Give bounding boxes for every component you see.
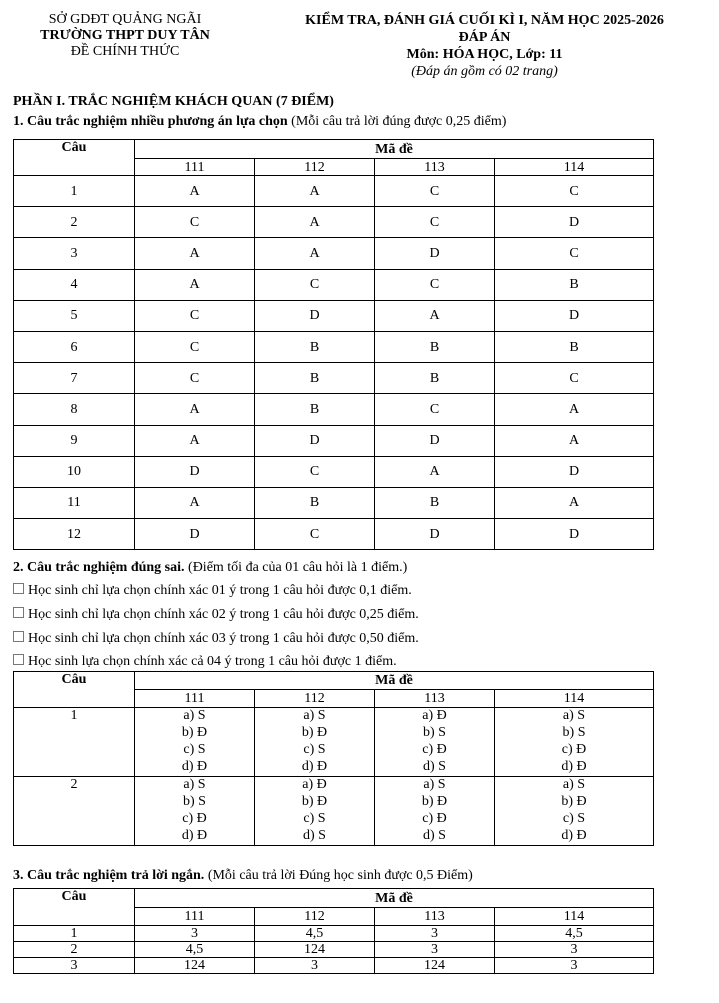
question-number: 2 [14, 942, 135, 958]
statement-answer: a) Đ [302, 777, 327, 792]
answer-cell: 124 [375, 958, 495, 974]
header-code: 114 [495, 159, 654, 176]
part1-title: PHẦN I. TRẮC NGHIỆM KHÁCH QUAN (7 ĐIỂM) [13, 94, 334, 109]
answer-cell: C [135, 363, 255, 394]
header-code: 112 [255, 908, 375, 926]
statement-answer: d) Đ [181, 828, 208, 843]
answer-cell [255, 708, 375, 777]
statement-answer: a) S [562, 708, 586, 723]
statement-answer: d) S [303, 828, 326, 843]
scoring-rule [13, 583, 412, 599]
header-cau: Câu [14, 672, 135, 708]
header-code: 111 [135, 159, 255, 176]
answer-cell: 4,5 [255, 926, 375, 942]
exam-header [250, 12, 719, 80]
statement-answer: a) Đ [422, 708, 447, 723]
answer-cell: 3 [495, 942, 654, 958]
answer-cell: A [495, 394, 654, 425]
header-cau: Câu [14, 889, 135, 926]
table-row [14, 394, 654, 425]
checkbox-icon [13, 583, 24, 594]
statement-answer: c) S [303, 742, 326, 757]
question-number: 4 [14, 269, 135, 300]
answer-cell: 3 [375, 926, 495, 942]
statement-answer: b) S [562, 725, 586, 740]
answer-cell: 4,5 [135, 942, 255, 958]
question-number: 10 [14, 456, 135, 487]
answer-cell: D [135, 456, 255, 487]
answer-cell: D [495, 456, 654, 487]
header-code: 114 [495, 908, 654, 926]
answer-cell [375, 708, 495, 777]
answer-cell: C [375, 207, 495, 238]
answer-cell: A [375, 300, 495, 331]
statement-answer: b) Đ [181, 725, 208, 740]
answer-cell [255, 777, 375, 846]
scoring-rule [13, 607, 419, 623]
section2-title-bold: 2. Câu trắc nghiệm đúng sai. [13, 560, 185, 575]
answer-cell: D [495, 300, 654, 331]
answer-cell: D [375, 425, 495, 456]
answer-cell: D [375, 519, 495, 550]
statement-answer: b) Đ [301, 794, 328, 809]
official-label: ĐỀ CHÍNH THỨC [70, 44, 180, 59]
school-header [0, 12, 250, 60]
answer-cell [495, 708, 654, 777]
section3-title-note: (Mỗi câu trả lời Đúng học sinh được 0,5 Điểm) [204, 868, 473, 883]
header-code: 113 [375, 908, 495, 926]
statement-answer: a) S [303, 708, 326, 723]
answer-cell: D [375, 238, 495, 269]
statement-answer: c) S [303, 811, 326, 826]
checkbox-icon [13, 607, 24, 618]
answer-cell: A [135, 176, 255, 207]
table-row [14, 708, 654, 777]
statement-answer: c) Đ [422, 742, 447, 757]
answer-cell: B [255, 363, 375, 394]
answer-cell: C [255, 519, 375, 550]
exam-title: KIỂM TRA, ĐÁNH GIÁ CUỐI KÌ I, NĂM HỌC 2025-2026 [305, 13, 664, 28]
statement-answer: b) Đ [301, 725, 328, 740]
answer-cell: A [135, 394, 255, 425]
statement-answer: a) S [562, 777, 586, 792]
answer-cell [375, 777, 495, 846]
statement-answer: b) S [423, 725, 446, 740]
answer-cell: B [495, 331, 654, 362]
answer-cell: 124 [255, 942, 375, 958]
statement-answer: c) S [562, 811, 586, 826]
answer-cell: C [135, 207, 255, 238]
answer-cell: C [495, 238, 654, 269]
answer-cell: A [255, 238, 375, 269]
section1-title-bold: 1. Câu trắc nghiệm nhiều phương án lựa chọn [13, 114, 288, 129]
school-name: TRƯỜNG THPT DUY TÂN [40, 28, 210, 43]
statement-answer: c) Đ [182, 811, 207, 826]
answer-cell: B [255, 487, 375, 518]
answer-cell: C [375, 176, 495, 207]
section1-title-note: (Mỗi câu trả lời đúng được 0,25 điểm) [287, 114, 507, 129]
question-number: 3 [14, 238, 135, 269]
question-number: 1 [14, 926, 135, 942]
scoring-rule-text: Học sinh chỉ lựa chọn chính xác 02 ý trong 1 câu hỏi được 0,25 điểm. [28, 607, 419, 622]
question-number: 1 [14, 176, 135, 207]
table-row [14, 519, 654, 550]
answer-cell: B [495, 269, 654, 300]
statement-answer: a) S [183, 708, 206, 723]
answer-cell: A [135, 269, 255, 300]
table-row [14, 456, 654, 487]
question-number: 2 [14, 777, 135, 846]
header-code: 111 [135, 908, 255, 926]
answer-cell: C [495, 176, 654, 207]
answer-cell: 3 [495, 958, 654, 974]
answer-cell: D [135, 519, 255, 550]
answer-cell: 3 [255, 958, 375, 974]
section1-title [13, 114, 506, 130]
table-row [14, 300, 654, 331]
answer-cell: C [135, 331, 255, 362]
answer-cell: C [375, 394, 495, 425]
header-code: 112 [255, 159, 375, 176]
answer-cell: D [495, 519, 654, 550]
statement-answer: b) Đ [421, 794, 448, 809]
table-row [14, 425, 654, 456]
answer-cell: B [375, 331, 495, 362]
statement-answer: b) S [183, 794, 206, 809]
section2-title-note: (Điểm tối đa của 01 câu hỏi là 1 điểm.) [184, 560, 408, 575]
statement-answer: d) Đ [561, 759, 587, 774]
answer-cell: A [495, 487, 654, 518]
statement-answer: a) S [183, 777, 206, 792]
header-code: 114 [495, 690, 654, 708]
table-row [14, 487, 654, 518]
header-ma-de: Mã đề [135, 140, 654, 159]
statement-answer: a) S [423, 777, 446, 792]
answer-cell: A [135, 425, 255, 456]
question-number: 1 [14, 708, 135, 777]
answer-cell: B [375, 363, 495, 394]
answer-cell: 4,5 [495, 926, 654, 942]
scoring-rule [13, 654, 397, 670]
short-answer-table [13, 888, 654, 974]
answer-cell: A [255, 207, 375, 238]
answer-cell: A [135, 238, 255, 269]
statement-answer: c) S [183, 742, 206, 757]
header-cau: Câu [14, 140, 135, 176]
answer-cell: D [495, 207, 654, 238]
answer-cell: C [255, 269, 375, 300]
question-number: 12 [14, 519, 135, 550]
table-row [14, 958, 654, 974]
checkbox-icon [13, 654, 24, 665]
header-code: 113 [375, 690, 495, 708]
scoring-rule-text: Học sinh chỉ lựa chọn chính xác 03 ý trong 1 câu hỏi được 0,50 điểm. [28, 631, 419, 646]
answer-key-title: ĐÁP ÁN [458, 30, 511, 45]
question-number: 6 [14, 331, 135, 362]
scoring-rule [13, 631, 419, 647]
answer-cell [135, 777, 255, 846]
answer-cell: 3 [135, 926, 255, 942]
answer-cell: B [255, 394, 375, 425]
multiple-choice-table [13, 139, 654, 550]
department-name: SỞ GDĐT QUẢNG NGÃI [48, 12, 202, 27]
answer-cell: C [375, 269, 495, 300]
section3-title [13, 868, 473, 884]
statement-answer: d) S [423, 759, 446, 774]
answer-cell: B [375, 487, 495, 518]
statement-answer: d) Đ [561, 828, 587, 843]
table-row [14, 269, 654, 300]
page-count-note: (Đáp án gồm có 02 trang) [411, 64, 558, 79]
answer-cell: C [255, 456, 375, 487]
answer-cell: C [135, 300, 255, 331]
table-row [14, 331, 654, 362]
checkbox-icon [13, 631, 24, 642]
question-number: 2 [14, 207, 135, 238]
header-code: 111 [135, 690, 255, 708]
table-row [14, 176, 654, 207]
table-row [14, 238, 654, 269]
section2-title [13, 560, 407, 576]
statement-answer: c) Đ [561, 742, 587, 757]
header-ma-de: Mã đề [135, 672, 654, 690]
answer-cell: A [495, 425, 654, 456]
table-row [14, 942, 654, 958]
statement-answer: b) Đ [561, 794, 587, 809]
table-row [14, 777, 654, 846]
statement-answer: c) Đ [422, 811, 447, 826]
statement-answer: d) Đ [181, 759, 208, 774]
answer-cell: B [255, 331, 375, 362]
scoring-rule-text: Học sinh lựa chọn chính xác cả 04 ý trong 1 câu hỏi được 1 điểm. [28, 654, 397, 669]
statement-answer: d) S [423, 828, 446, 843]
question-number: 3 [14, 958, 135, 974]
scoring-rule-text: Học sinh chỉ lựa chọn chính xác 01 ý trong 1 câu hỏi được 0,1 điểm. [28, 583, 412, 598]
subject-line: Môn: HÓA HỌC, Lớp: 11 [406, 47, 563, 62]
header-code: 113 [375, 159, 495, 176]
true-false-table [13, 671, 654, 846]
question-number: 5 [14, 300, 135, 331]
statement-answer: d) Đ [301, 759, 328, 774]
question-number: 8 [14, 394, 135, 425]
question-number: 9 [14, 425, 135, 456]
question-number: 7 [14, 363, 135, 394]
table-row [14, 926, 654, 942]
answer-cell: A [255, 176, 375, 207]
header-code: 112 [255, 690, 375, 708]
table-row [14, 207, 654, 238]
header-ma-de: Mã đề [135, 889, 654, 908]
answer-cell: 3 [375, 942, 495, 958]
answer-cell [495, 777, 654, 846]
answer-cell: 124 [135, 958, 255, 974]
answer-cell: A [135, 487, 255, 518]
answer-cell: C [495, 363, 654, 394]
answer-cell: A [375, 456, 495, 487]
answer-cell: D [255, 425, 375, 456]
table-row [14, 363, 654, 394]
answer-cell [135, 708, 255, 777]
question-number: 11 [14, 487, 135, 518]
section3-title-bold: 3. Câu trắc nghiệm trả lời ngắn. [13, 868, 205, 883]
answer-cell: D [255, 300, 375, 331]
